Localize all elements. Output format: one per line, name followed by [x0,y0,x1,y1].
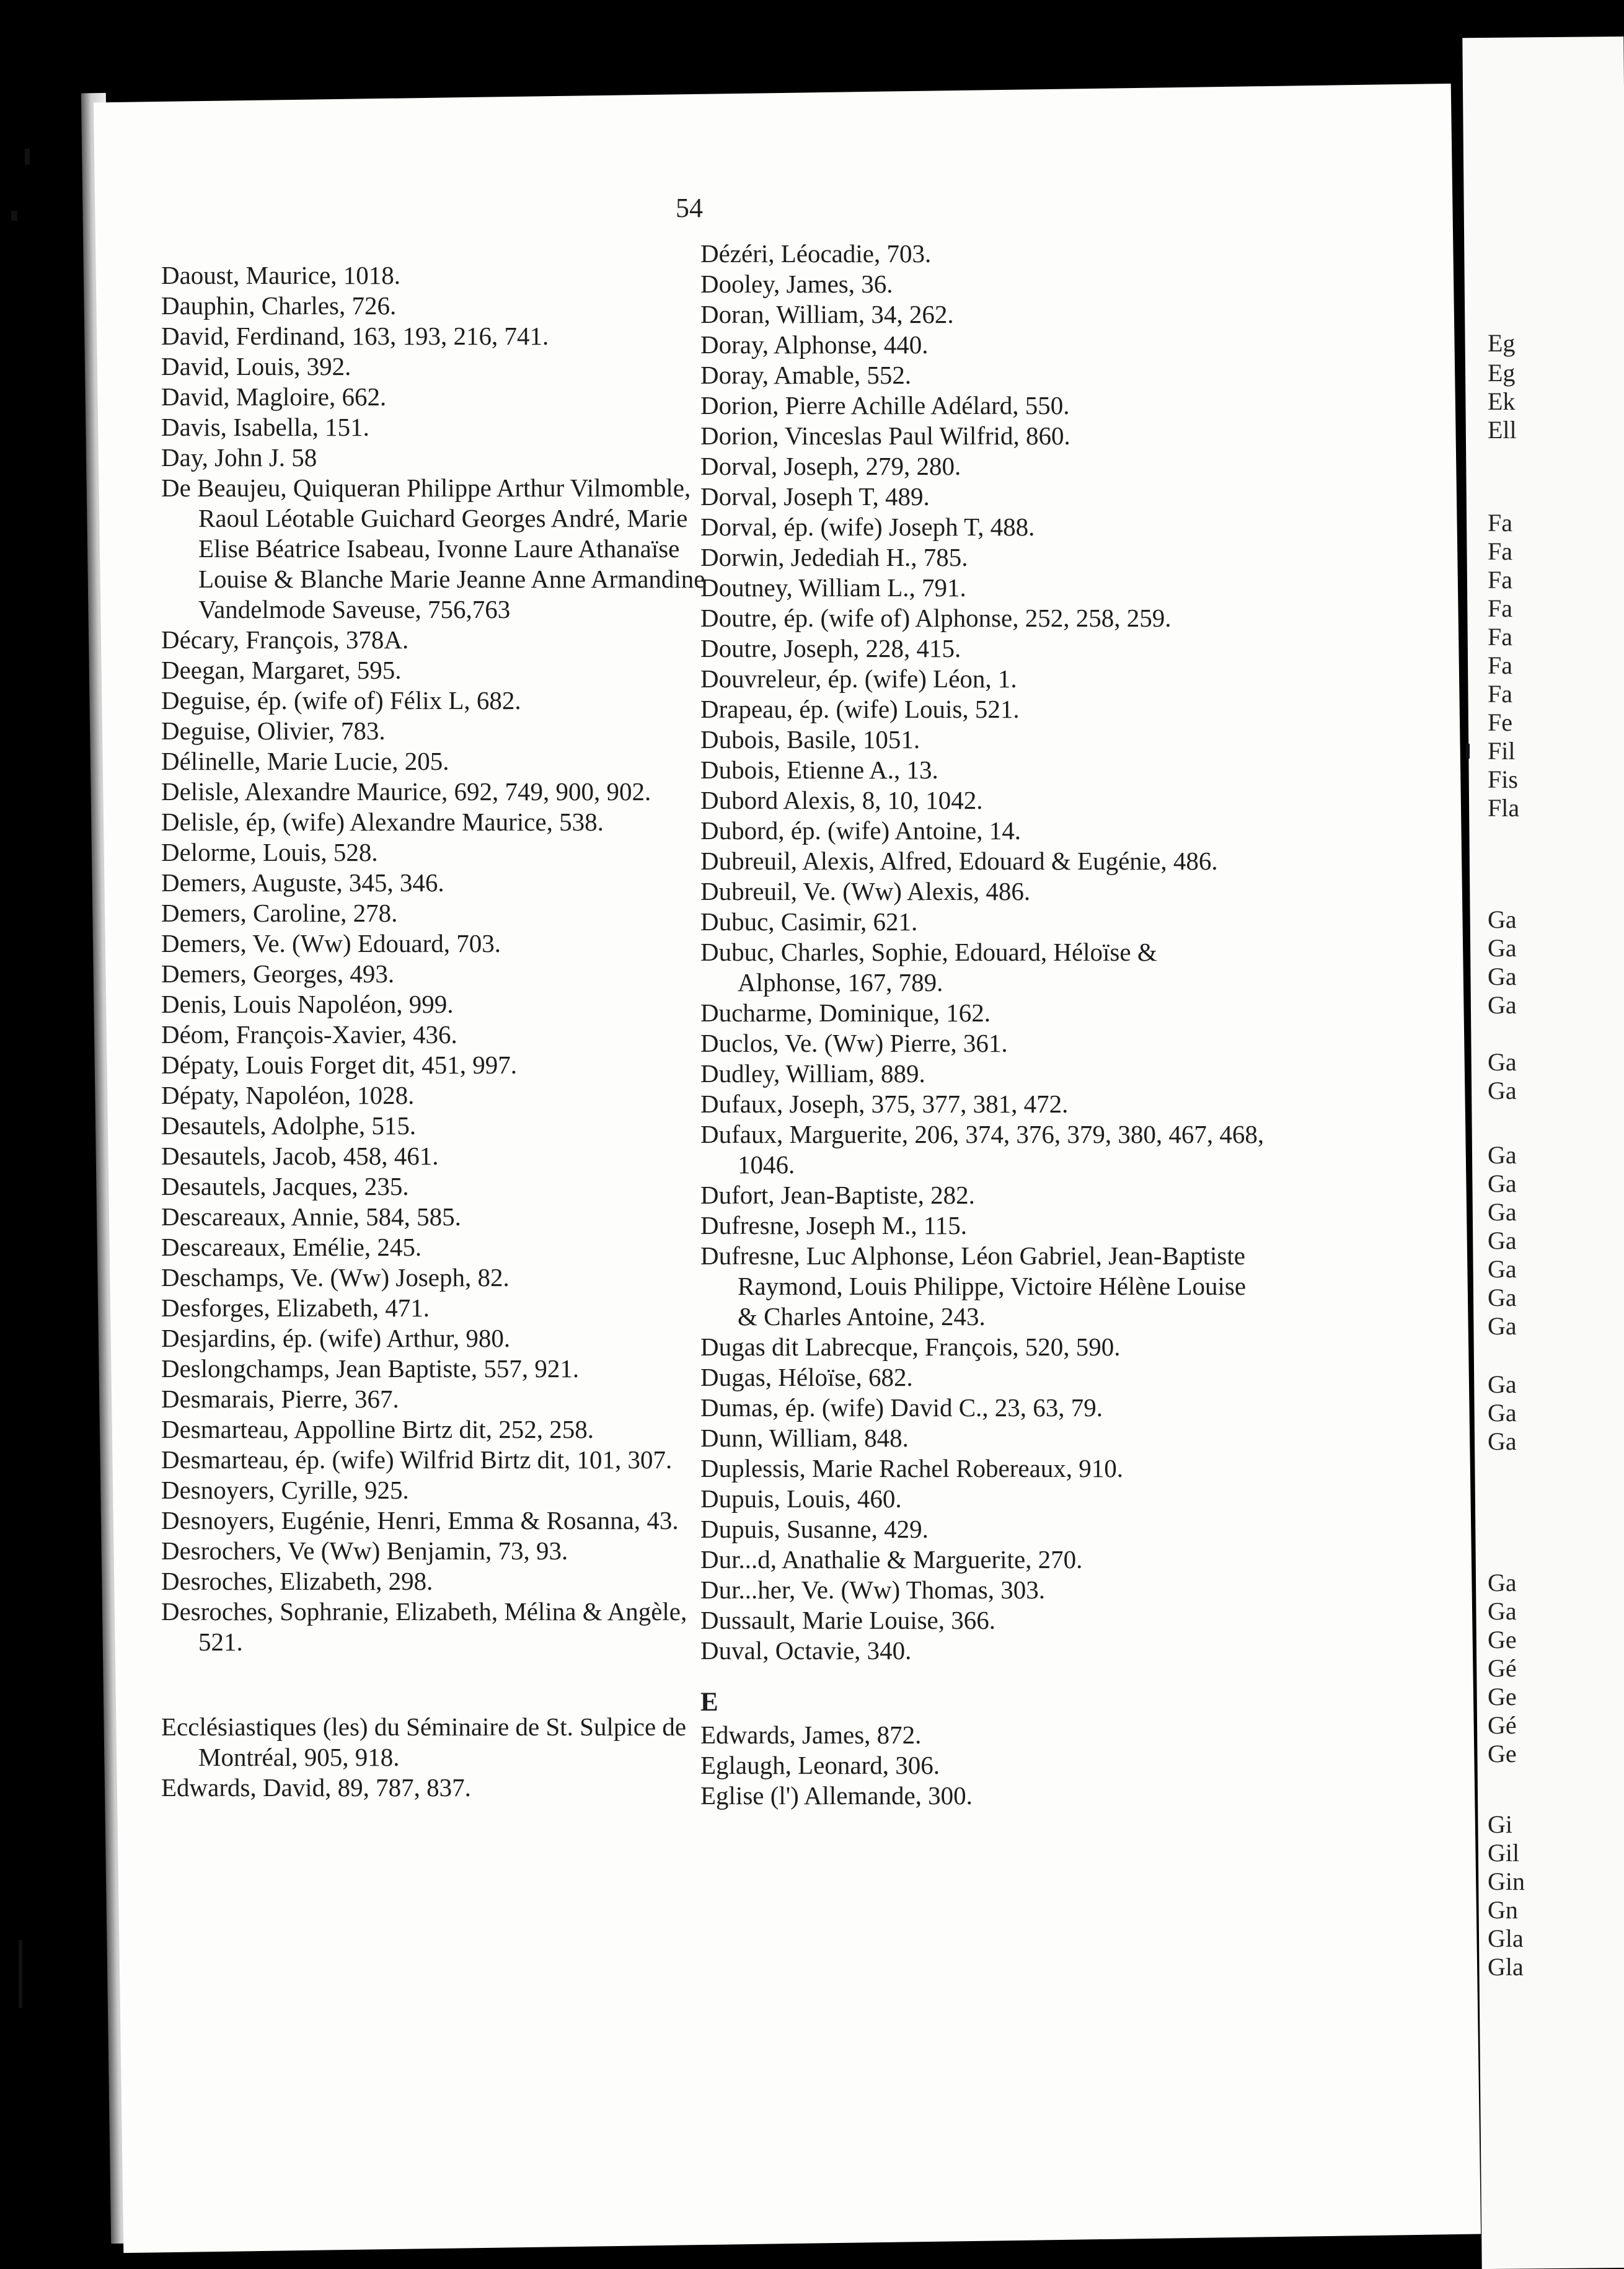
index-entry: Desautels, Jacob, 458, 461. [161,1142,439,1170]
index-entry: Dorval, ép. (wife) Joseph T, 488. [700,513,1035,541]
left-entries-after-list [161,1712,719,1803]
facing-page-fragment: Fil [1488,737,1516,765]
facing-page-fragment: Ga [1488,1170,1517,1197]
index-entry: Duval, Octavie, 340. [700,1636,912,1665]
facing-page-fragment: Fa [1488,594,1512,622]
index-entry: Dussault, Marie Louise, 366. [700,1606,995,1634]
index-entry: Dufresne, Luc Alphonse, Léon Gabriel, Jean-Baptiste Raymond, Louis Philippe, Victoire Hélène Louise & Charles Antoine, 243. [700,1241,1247,1331]
index-entry: Dugas dit Labrecque, François, 520, 590. [700,1333,1121,1361]
facing-page-fragment: Ell [1488,416,1517,444]
facing-page-fragment: Gla [1488,1924,1524,1952]
index-entry: Dézéri, Léocadie, 703. [700,239,932,268]
facing-page-fragment: Ek [1488,387,1516,415]
index-entry: Daoust, Maurice, 1018. [161,261,400,289]
index-entry: David, Magloire, 662. [161,382,387,411]
facing-page-fragment: Gi [1488,1810,1512,1838]
page-number: 54 [676,193,703,223]
index-entry: De Beaujeu, Quiqueran Philippe Arthur Vilmomble, Raoul Léotable Guichard Georges André, Marie Elise Béatrice Isabeau, Ivonne Laure Athanaïse Louise & Blanche Marie Jeanne Anne Armandine Vandelmode Saveuse, 756,763 [161,474,705,623]
index-entry: Desautels, Jacques, 235. [161,1172,409,1201]
index-entry: Dubord, ép. (wife) Antoine, 14. [700,816,1021,845]
index-entry: Dur...d, Anathalie & Marguerite, 270. [700,1545,1083,1574]
index-entry: Ducharme, Dominique, 162. [700,998,991,1027]
facing-page-fragment: Ga [1488,1077,1517,1104]
ink-mark [1466,744,1470,759]
index-entry: Descareaux, Annie, 584, 585. [161,1202,461,1231]
facing-page-fragment: Ga [1488,1370,1517,1398]
index-entry: Dudley, William, 889. [700,1059,925,1088]
facing-page-fragment: Fa [1488,680,1512,708]
facing-page-fragment: Ga [1488,1399,1517,1427]
facing-page-fragment: Ga [1488,1048,1517,1076]
index-entry: Délinelle, Marie Lucie, 205. [161,747,449,775]
facing-page-fragment: Ga [1488,1198,1517,1226]
index-entry: Dubois, Etienne A., 13. [700,756,938,784]
facing-page-fragment: Ge [1488,1683,1517,1711]
ink-mark [11,211,17,221]
index-entry: Déom, François-Xavier, 436. [161,1020,457,1049]
index-entry: Deegan, Margaret, 595. [161,656,402,684]
index-entry: Doray, Alphonse, 440. [700,330,929,359]
facing-page-fragment: Fis [1488,765,1518,793]
index-entry: Demers, Caroline, 278. [161,899,398,927]
index-entry: Deguise, Olivier, 783. [161,716,386,745]
index-entry: Dooley, James, 36. [700,270,893,298]
index-entry: Doutre, Joseph, 228, 415. [700,634,961,663]
index-entry: Dupuis, Louis, 460. [700,1484,902,1513]
facing-page-fragment: Fa [1488,537,1512,565]
facing-page-fragment: Ga [1488,1141,1517,1169]
facing-page-fragment: Fe [1488,708,1512,736]
index-entry: Desroches, Elizabeth, 298. [161,1567,433,1595]
facing-page-fragment: Eg [1488,329,1516,357]
index-entry: Desmarteau, ép. (wife) Wilfrid Birtz dit, 101, 307. [161,1445,673,1474]
facing-page [1462,37,1624,2269]
facing-page-fragment: Ga [1488,905,1517,933]
facing-page-fragment: Ga [1488,1427,1517,1455]
index-entry: Delorme, Louis, 528. [161,838,378,866]
index-entry: Demers, Georges, 493. [161,959,395,988]
facing-page-fragment: Ga [1488,934,1517,962]
index-entry: Denis, Louis Napoléon, 999. [161,990,454,1018]
facing-page-fragment: Ga [1488,963,1517,990]
facing-page-fragment: Ga [1488,1569,1517,1597]
index-column-right [700,239,1264,1811]
index-entry: Dépaty, Louis Forget dit, 451, 997. [161,1051,517,1079]
index-entry: Dorwin, Jedediah H., 785. [700,543,968,571]
facing-page-fragment: Ga [1488,991,1517,1019]
index-entry: Duplessis, Marie Rachel Robereaux, 910. [700,1454,1124,1483]
index-entry: Desnoyers, Eugénie, Henri, Emma & Rosanna, 43. [161,1506,679,1535]
index-entry: Douvreleur, ép. (wife) Léon, 1. [700,664,1017,693]
index-entry: Dubreuil, Alexis, Alfred, Edouard & Eugénie, 486. [700,847,1218,875]
facing-page-fragment: Ge [1488,1626,1517,1654]
index-column-left [161,260,719,1803]
right-entries-section-e-list [700,1720,1264,1811]
index-entry: David, Louis, 392. [161,352,351,381]
index-entry: Dubord Alexis, 8, 10, 1042. [700,786,983,814]
index-entry: Dunn, William, 848. [700,1424,909,1452]
index-entry: Décary, François, 378A. [161,625,409,654]
facing-page-fragment: Ga [1488,1312,1517,1340]
index-entry: Dubuc, Casimir, 621. [700,907,918,936]
index-entry: Dubuc, Charles, Sophie, Edouard, Héloïse & Alphonse, 167, 789. [700,938,1157,997]
index-entry: Delisle, ép, (wife) Alexandre Maurice, 538. [161,808,604,836]
facing-page-fragment: Gil [1488,1839,1520,1867]
index-entry: Deguise, ép. (wife of) Félix L, 682. [161,686,521,715]
facing-page-fragment: Fa [1488,509,1512,537]
index-entry: Eglaugh, Leonard, 306. [700,1751,940,1779]
index-entry: Dubois, Basile, 1051. [700,725,920,754]
index-entry: Desmarteau, Appolline Birtz dit, 252, 258. [161,1415,594,1443]
index-entry: Dupuis, Susanne, 429. [700,1515,929,1543]
index-entry: Demers, Ve. (Ww) Edouard, 703. [161,929,501,958]
index-entry: Deslongchamps, Jean Baptiste, 557, 921. [161,1354,580,1383]
facing-page-fragment: Ga [1488,1227,1517,1254]
column-gap [161,1657,719,1712]
index-entry: Doray, Amable, 552. [700,361,912,389]
ink-mark [19,1940,22,2008]
index-entry: Desforges, Elizabeth, 471. [161,1293,430,1322]
index-entry: David, Ferdinand, 163, 193, 216, 741. [161,322,549,350]
index-entry: Ecclésiastiques (les) du Séminaire de St. Sulpice de Montréal, 905, 918. [161,1712,687,1771]
index-entry: Edwards, James, 872. [700,1720,922,1749]
index-entry: Dufaux, Marguerite, 206, 374, 376, 379, 380, 467, 468, 1046. [700,1120,1264,1179]
index-entry: Dépaty, Napoléon, 1028. [161,1081,415,1109]
index-entry: Dorion, Vinceslas Paul Wilfrid, 860. [700,421,1070,450]
facing-page-fragment: Gé [1488,1711,1517,1739]
section-letter-heading: E [700,1688,718,1717]
index-entry: Dufort, Jean-Baptiste, 282. [700,1181,975,1209]
facing-page-fragment: Ga [1488,1255,1517,1283]
index-entry: Descareaux, Emélie, 245. [161,1233,422,1261]
index-entry: Delisle, Alexandre Maurice, 692, 749, 900, 902. [161,777,651,806]
facing-page-fragment: Gé [1488,1654,1517,1682]
facing-page-fragment: Fa [1488,566,1512,594]
index-entry: Edwards, David, 89, 787, 837. [161,1773,471,1802]
index-entry: Dauphin, Charles, 726. [161,291,397,320]
index-entry: Doutre, ép. (wife of) Alphonse, 252, 258, 259. [700,604,1172,632]
index-entry: Dufresne, Joseph M., 115. [700,1211,968,1240]
index-entry: Dugas, Héloïse, 682. [700,1363,913,1391]
facing-page-fragment: Fla [1488,794,1520,822]
index-entry: Day, John J. 58 [161,443,317,472]
index-entry: Doran, William, 34, 262. [700,300,954,328]
index-entry: Dorval, Joseph T, 489. [700,482,930,511]
index-entry: Desjardins, ép. (wife) Arthur, 980. [161,1324,511,1352]
facing-page-fragment: Gin [1488,1867,1525,1895]
index-entry: Doutney, William L., 791. [700,573,966,602]
facing-page-fragment: Gla [1488,1953,1524,1981]
index-entry: Desrochers, Ve (Ww) Benjamin, 73, 93. [161,1536,568,1565]
index-entry: Dufaux, Joseph, 375, 377, 381, 472. [700,1090,1069,1118]
index-entry: Demers, Auguste, 345, 346. [161,868,444,897]
facing-page-fragment: Ga [1488,1284,1517,1311]
facing-page-fragment: Ga [1488,1597,1517,1625]
index-entry: Dubreuil, Ve. (Ww) Alexis, 486. [700,877,1031,905]
index-entry: Duclos, Ve. (Ww) Pierre, 361. [700,1029,1008,1057]
index-entry: Desnoyers, Cyrille, 925. [161,1476,409,1504]
index-entry: Drapeau, ép. (wife) Louis, 521. [700,695,1020,723]
index-entry: Dur...her, Ve. (Ww) Thomas, 303. [700,1575,1045,1604]
right-entries-list [700,239,1264,1666]
index-entry: Desmarais, Pierre, 367. [161,1385,399,1413]
index-entry: Deschamps, Ve. (Ww) Joseph, 82. [161,1263,510,1292]
facing-page-fragment: Gn [1488,1896,1518,1924]
index-entry: Desautels, Adolphe, 515. [161,1111,417,1140]
index-entry: Eglise (l') Allemande, 300. [700,1781,973,1810]
index-entry: Dorion, Pierre Achille Adélard, 550. [700,391,1070,420]
left-entries-list [161,260,719,1657]
facing-page-fragment: Ge [1488,1740,1517,1768]
index-entry: Davis, Isabella, 151. [161,413,369,441]
index-entry: Desroches, Sophranie, Elizabeth, Mélina & Angèle, 521. [161,1597,687,1656]
facing-page-fragment: Eg [1488,359,1516,387]
ink-mark [25,149,30,165]
index-entry: Dorval, Joseph, 279, 280. [700,452,961,480]
facing-page-fragment: Fa [1488,651,1512,679]
facing-page-fragment: Fa [1488,623,1512,651]
index-entry: Dumas, ép. (wife) David C., 23, 63, 79. [700,1393,1103,1422]
